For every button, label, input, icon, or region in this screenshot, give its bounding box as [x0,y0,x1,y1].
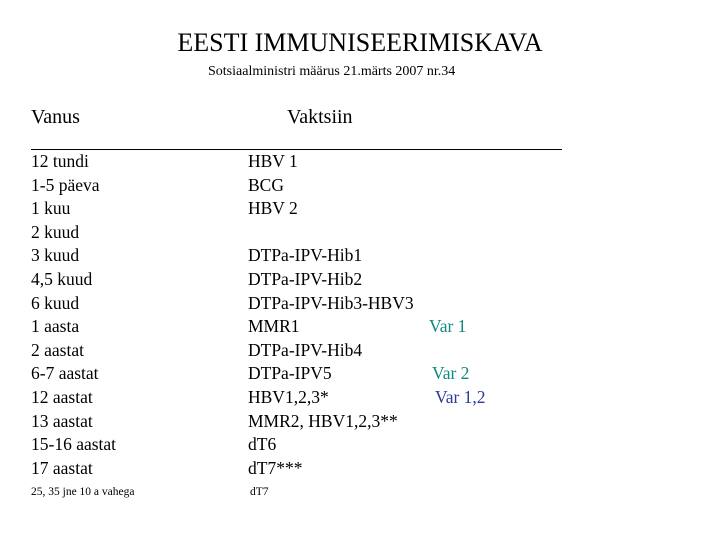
column-header-vaccine: Vaktsiin [287,106,353,128]
table-row [0,386,720,410]
row-age: 12 aastat [31,386,93,407]
row-age: 15-16 aastat [31,434,117,455]
table-row [0,150,720,174]
row-vaccine: dT6 [248,434,277,455]
row-age: 2 kuud [31,221,80,242]
row-vaccine: DTPa-IPV5 [248,363,332,384]
table-row [0,315,720,339]
row-vaccine: DTPa-IPV-Hib1 [248,245,363,266]
row-age: 2 aastat [31,339,84,360]
varicella-note: Var 1 [429,316,467,337]
table-row [0,174,720,198]
table-row [0,197,720,221]
page-title: EESTI IMMUNISEERIMISKAVA [177,28,543,57]
row-vaccine: HBV 2 [248,198,298,219]
page-subtitle: Sotsiaalministri määrus 21.märts 2007 nr.34 [208,64,456,79]
row-age: 12 tundi [31,151,89,171]
footer-vaccine: dT7 [250,486,269,498]
column-header-age: Vanus [31,106,80,128]
row-age: 13 aastat [31,410,93,431]
row-vaccine: DTPa-IPV-Hib3-HBV3 [248,292,414,313]
table-row [0,268,720,292]
row-age: 3 kuud [31,245,80,266]
row-age: 6-7 aastat [31,363,99,384]
row-vaccine: BCG [248,174,284,195]
table-row [0,292,720,316]
row-age: 1 aasta [31,316,80,337]
varicella-note: Var 1,2 [435,386,486,407]
row-age: 1 kuu [31,198,71,219]
row-age: 6 kuud [31,292,80,313]
footer-age: 25, 35 jne 10 a vahega [31,486,135,498]
table-row [0,244,720,268]
row-vaccine: HBV1,2,3* [248,386,329,407]
row-vaccine: DTPa-IPV-Hib4 [248,339,363,360]
table-row [0,339,720,363]
varicella-note: Var 2 [432,363,470,384]
table-row [0,221,720,245]
row-vaccine: dT7*** [248,457,303,478]
row-vaccine: MMR1 [248,316,300,337]
row-age: 17 aastat [31,457,93,478]
schedule-table [0,150,720,480]
row-age: 1-5 päeva [31,174,100,195]
row-vaccine: DTPa-IPV-Hib2 [248,268,363,289]
row-vaccine: HBV 1 [248,151,298,171]
table-row [0,433,720,457]
table-row [0,410,720,434]
row-vaccine: MMR2, HBV1,2,3** [248,410,398,431]
row-age: 4,5 kuud [31,268,93,289]
table-row [0,457,720,481]
table-row [0,362,720,386]
